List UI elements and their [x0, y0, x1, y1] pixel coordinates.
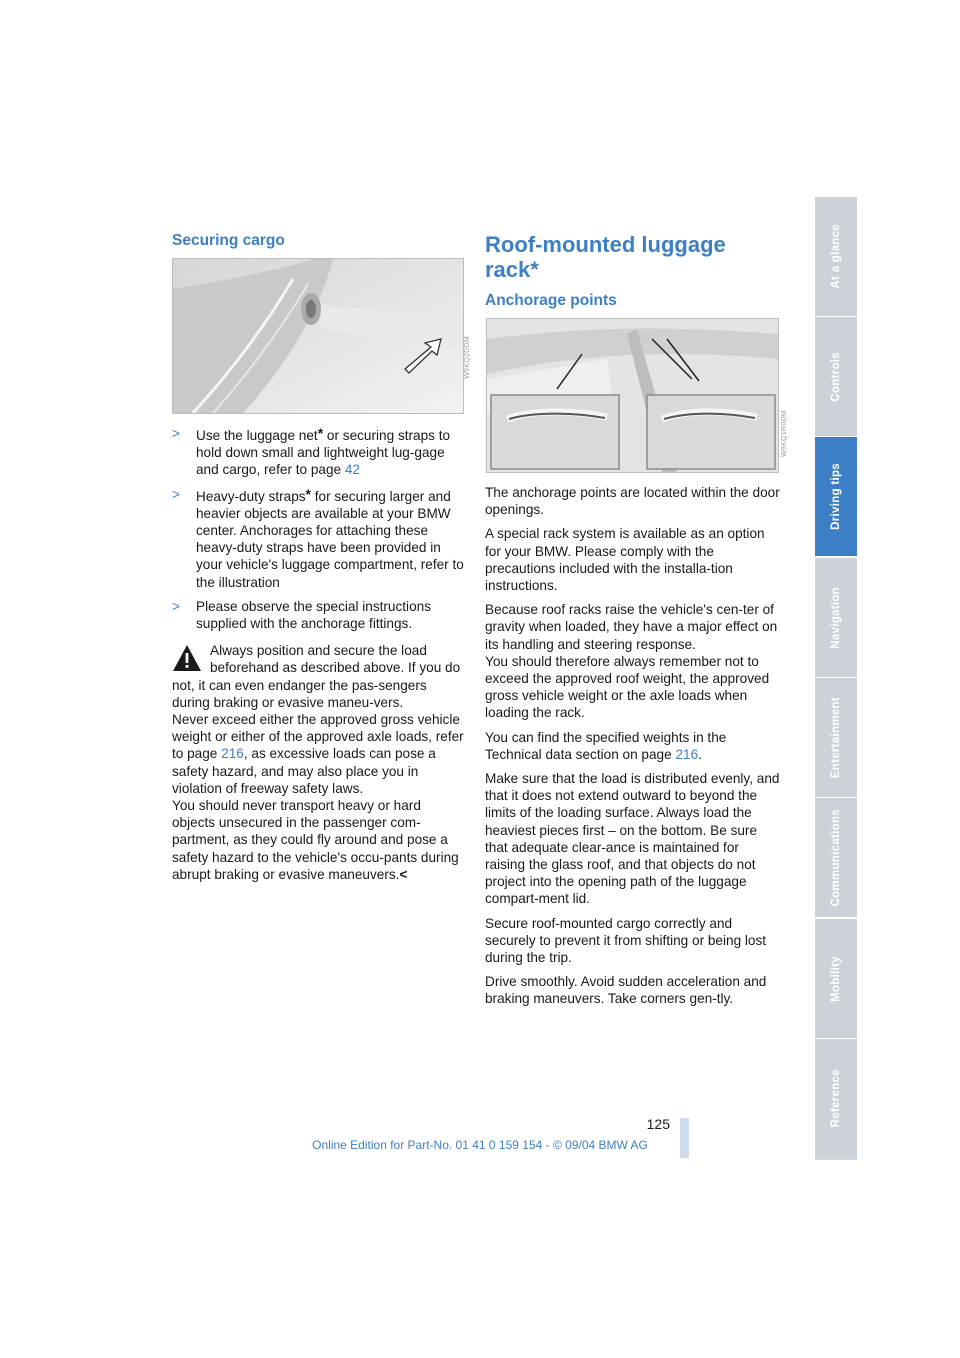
- body-paragraph: Make sure that the load is distributed evenly, and that it does not extend outward to beyond the limits of the loading surface. Always load the heaviest pieces first – on the bottom. Be sure that adequate clear-ance is maintained for raising the glass roof, and that objects do not project into the opening path of the luggage compart-ment lid.: [485, 771, 780, 907]
- body-paragraph: You should therefore always remember not to exceed the approved roof weight, the approved gross vehicle weight or the axle loads when loading the rack.: [485, 653, 770, 721]
- tab-label: Mobility: [830, 955, 842, 1002]
- tab-label: Reference: [830, 1069, 842, 1128]
- warning-text: , as excessive loads can pose a safety hazard, and may also place you in violation of freeway safety laws.: [172, 746, 436, 796]
- page-title: Roof-mounted luggage rack*: [485, 232, 726, 282]
- warning-text: You should never transport heavy or hard objects unsecured in the passenger com-partment, as they could fly around and pose a safety hazard to the vehicle's occu-pants during abrupt braking or evasive maneuvers.: [172, 798, 459, 882]
- warning-paragraph: [172, 797, 464, 883]
- section-heading-securing-cargo: Securing cargo: [172, 232, 285, 249]
- body-paragraph: A special rack system is available as an option for your BMW. Please comply with the precautions included with the installa-tion instructions.: [485, 526, 765, 594]
- bullet-marker: >: [172, 486, 180, 502]
- bullet-text: or securing straps to hold down small and lightweight lug-gage and cargo, refer to page: [196, 428, 451, 478]
- bullet-text: Please observe the special instructions supplied with the anchorage fittings.: [196, 598, 431, 632]
- section-heading-anchorage-points: Anchorage points: [485, 292, 617, 309]
- footer-edition-note: Online Edition for Part-No. 01 41 0 159 154 - © 09/04 BMW AG: [312, 1138, 648, 1152]
- bullet-marker: >: [172, 426, 180, 441]
- warning-paragraph: Always position and secure the load beforehand as described above. If you do not, it can even endanger the pas-sengers during braking or evasive maneu-vers.: [172, 643, 461, 710]
- tab-label: At a glance: [830, 224, 842, 289]
- body-text: You can find the specified weights in the Technical data section on page: [485, 729, 727, 762]
- tab-label: Driving tips: [830, 463, 842, 530]
- body-paragraph: Because roof racks raise the vehicle's cen-ter of gravity when loaded, they have a major effect on its handling and steering response.: [485, 602, 778, 652]
- tab-label: Entertainment: [830, 696, 842, 779]
- tab-mobility[interactable]: [815, 919, 857, 1040]
- tab-label: Communications: [830, 808, 842, 907]
- page-link[interactable]: 42: [344, 462, 360, 478]
- bullet-marker: >: [172, 598, 180, 614]
- right-body: [485, 484, 781, 1015]
- figure-code: W9KQ1R0DM: [781, 410, 788, 458]
- bullet-text: Use the luggage net: [196, 428, 318, 443]
- bullet-item: [172, 486, 464, 591]
- tab-controls[interactable]: [815, 317, 857, 438]
- warning-text: Never exceed either the approved gross vehicle weight or either of the approved axle loads, refer to page: [172, 712, 464, 762]
- body-paragraph: [485, 729, 781, 763]
- bullet-item: [172, 425, 464, 479]
- page-link[interactable]: 216: [675, 746, 699, 762]
- chapter-tabs: [815, 197, 857, 1160]
- optional-star: *: [305, 485, 311, 502]
- bullet-item: [172, 598, 464, 632]
- anchorage-points-figure: [486, 318, 779, 473]
- warning-paragraph: [172, 711, 464, 797]
- bullet-text: Heavy-duty straps: [196, 488, 306, 504]
- end-mark: <: [399, 866, 408, 882]
- optional-star: *: [317, 425, 324, 441]
- page-link[interactable]: 216: [221, 746, 244, 762]
- tab-label: Controls: [830, 351, 842, 402]
- body-paragraph: The anchorage points are located within the door openings.: [485, 485, 780, 518]
- tab-label: Navigation: [830, 586, 842, 649]
- tab-navigation[interactable]: [815, 558, 857, 679]
- tab-communications[interactable]: [815, 798, 857, 919]
- body-paragraph: Secure roof-mounted cargo correctly and securely to prevent it from shifting or being lost during the trip.: [485, 915, 767, 966]
- tab-driving-tips[interactable]: [815, 437, 857, 558]
- bullet-text: for securing larger and heavier objects are available at your BMW center. Anchorages for attaching these heavy-duty straps have been provided in your vehicle's luggage compartment, refer to the illustration: [196, 488, 464, 590]
- tab-entertainment[interactable]: [815, 678, 857, 799]
- luggage-compartment-figure: [172, 258, 464, 414]
- figure-code: W9KQ2DDM: [464, 336, 471, 379]
- page-number: 125: [646, 1116, 670, 1132]
- warning-triangle-icon: [172, 644, 206, 674]
- warning-block: [172, 642, 464, 883]
- left-body: [172, 425, 464, 883]
- body-paragraph: Drive smoothly. Avoid sudden acceleration and braking maneuvers. Take corners gen-tly.: [485, 974, 767, 1007]
- body-text: .: [698, 746, 702, 762]
- tab-at-a-glance[interactable]: [815, 197, 857, 318]
- bullet-list: [172, 425, 464, 632]
